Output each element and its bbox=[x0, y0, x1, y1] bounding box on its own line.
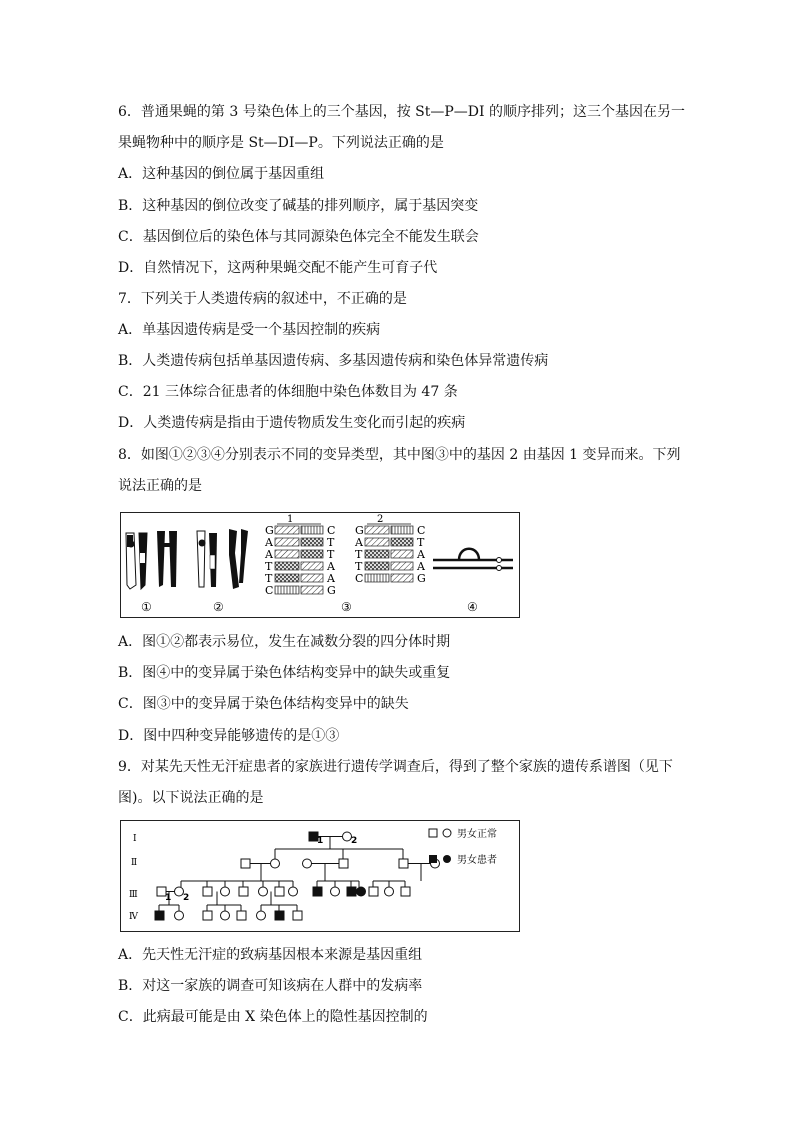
panel-label-4: ④ bbox=[467, 600, 478, 614]
q6-option-b: B．这种基因的倒位改变了碱基的排列顺序，属于基因突变 bbox=[118, 198, 479, 214]
panel1-chromosomes bbox=[126, 531, 177, 589]
pedigree-legend bbox=[429, 827, 497, 866]
left-pair-6: G bbox=[327, 584, 336, 597]
left-pair-3: T bbox=[327, 548, 335, 561]
gen3-female-6 bbox=[385, 887, 394, 896]
q9-option-c: C．此病最可能是由 X 染色体上的隐性基因控制的 bbox=[118, 1009, 428, 1025]
left-pair-2: T bbox=[327, 536, 335, 549]
gen2-male-1 bbox=[241, 859, 250, 868]
gen3-male-affected-1 bbox=[313, 887, 322, 896]
gene1-label: 1 bbox=[287, 514, 294, 525]
pedigree-num-3: 1 bbox=[165, 893, 172, 903]
gen3-female-4 bbox=[289, 887, 298, 896]
q6-option-c: C．基因倒位后的染色体与其同源染色体完全不能发生联会 bbox=[118, 229, 479, 245]
q9-pedigree-figure bbox=[120, 820, 520, 932]
gen4-male-1 bbox=[203, 911, 212, 920]
gen3-male-affected-2 bbox=[347, 887, 356, 896]
right-base-5: C bbox=[355, 572, 364, 585]
pedigree-num-1: 1 bbox=[317, 836, 324, 846]
q8-stem-line1: 8．如图①②③④分别表示不同的变异类型，其中图③中的基因 2 由基因 1 变异而来。下列 bbox=[118, 447, 681, 463]
pedigree-svg bbox=[121, 821, 519, 931]
gen3-male-4 bbox=[275, 887, 284, 896]
panel3-dna bbox=[264, 514, 426, 597]
gen4-male-affected-1 bbox=[155, 911, 164, 920]
q8-option-a: A．图①②都表示易位，发生在减数分裂的四分体时期 bbox=[118, 634, 451, 650]
pedigree-num-2: 2 bbox=[351, 836, 358, 846]
left-base-4: T bbox=[265, 560, 273, 573]
left-pair-1: C bbox=[327, 524, 336, 537]
legend-affected-label: 男女患者 bbox=[457, 855, 497, 866]
gen2-female-2 bbox=[303, 859, 312, 868]
gen4-female-3 bbox=[257, 911, 266, 920]
gen2-male-3 bbox=[399, 859, 408, 868]
left-pair-5: A bbox=[327, 572, 335, 585]
left-base-3: A bbox=[265, 548, 273, 561]
gen2-female-1 bbox=[271, 859, 280, 868]
q9-option-a: A．先天性无汗症的致病基因根本来源是基因重组 bbox=[118, 947, 423, 963]
q6-option-d: D．自然情况下，这两种果蝇交配不能产生可育子代 bbox=[118, 260, 438, 276]
q7-option-a: A．单基因遗传病是受一个基因控制的疾病 bbox=[118, 322, 381, 338]
q7-option-c: C．21 三体综合征患者的体细胞中染色体数目为 47 条 bbox=[118, 384, 458, 400]
gen3-male-3 bbox=[239, 887, 248, 896]
gen-label-1: Ⅰ bbox=[133, 834, 137, 844]
right-pair-2: T bbox=[417, 536, 425, 549]
q6-option-a: A．这种基因的倒位属于基因重组 bbox=[118, 166, 325, 182]
left-base-5: T bbox=[265, 572, 273, 585]
panel-label-1: ① bbox=[141, 600, 152, 614]
right-base-4: T bbox=[355, 560, 363, 573]
right-pair-3: A bbox=[417, 548, 425, 561]
q7-option-b: B．人类遗传病包括单基因遗传病、多基因遗传病和染色体异常遗传病 bbox=[118, 353, 549, 369]
q6-stem-line1: 6．普通果蝇的第 3 号染色体上的三个基因，按 St—P—DI 的顺序排列；这三个基因在另一 bbox=[118, 104, 686, 120]
gen-label-4: Ⅳ bbox=[129, 912, 138, 922]
gen4-male-3 bbox=[293, 911, 302, 920]
right-base-3: T bbox=[355, 548, 363, 561]
q9-stem-line1: 9．对某先天性无汗症患者的家族进行遗传学调查后，得到了整个家族的遗传系谱图（见下 bbox=[118, 759, 673, 775]
left-base-6: C bbox=[265, 584, 274, 597]
gen3-male-2 bbox=[203, 887, 212, 896]
panel-label-3: ③ bbox=[341, 600, 352, 614]
q8-option-c: C．图③中的变异属于染色体结构变异中的缺失 bbox=[118, 696, 409, 712]
q7-option-d: D．人类遗传病是指由于遗传物质发生变化而引起的疾病 bbox=[118, 415, 466, 431]
pedigree-num-4: 2 bbox=[183, 893, 190, 903]
q8-stem-line2: 说法正确的是 bbox=[118, 478, 202, 494]
gene2-label: 2 bbox=[377, 514, 384, 525]
gen-label-3: Ⅲ bbox=[129, 890, 138, 900]
gen3-female-2 bbox=[221, 887, 230, 896]
left-base-1: G bbox=[265, 524, 274, 537]
left-pair-4: A bbox=[327, 560, 335, 573]
right-pair-4: A bbox=[417, 560, 425, 573]
gen-label-2: Ⅱ bbox=[131, 858, 138, 868]
q7-stem: 7．下列关于人类遗传病的叙述中，不正确的是 bbox=[118, 291, 407, 307]
right-base-2: A bbox=[355, 536, 363, 549]
gen4-male-2 bbox=[237, 911, 246, 920]
panel-label-2: ② bbox=[213, 600, 224, 614]
q8-figure-svg bbox=[121, 513, 519, 617]
q9-option-b: B．对这一家族的调查可知该病在人群中的发病率 bbox=[118, 978, 423, 994]
legend-normal-label: 男女正常 bbox=[457, 829, 497, 840]
gen4-female-1 bbox=[175, 911, 184, 920]
gen3-female-3 bbox=[259, 887, 268, 896]
gen3-male-6 bbox=[401, 887, 410, 896]
gen3-female-5 bbox=[331, 887, 340, 896]
panel4-loop-chromosomes bbox=[433, 549, 513, 571]
right-pair-5: G bbox=[417, 572, 426, 585]
gen2-male-2 bbox=[339, 859, 348, 868]
gen3-female-affected bbox=[357, 887, 366, 896]
gen3-male-5 bbox=[369, 887, 378, 896]
gen4-male-affected-2 bbox=[275, 911, 284, 920]
q6-stem-line2: 果蝇物种中的顺序是 St—DI—P。下列说法正确的是 bbox=[118, 135, 444, 151]
q9-stem-line2: 图)。以下说法正确的是 bbox=[118, 790, 264, 806]
right-base-1: G bbox=[355, 524, 364, 537]
left-base-2: A bbox=[265, 536, 273, 549]
q8-option-d: D．图中四种变异能够遗传的是①③ bbox=[118, 728, 340, 744]
gen4-female-2 bbox=[221, 911, 230, 920]
right-pair-1: C bbox=[417, 524, 426, 537]
q8-variation-figure bbox=[120, 512, 520, 618]
q8-option-b: B．图④中的变异属于染色体结构变异中的缺失或重复 bbox=[118, 665, 451, 681]
panel2-chromosomes bbox=[197, 529, 248, 589]
